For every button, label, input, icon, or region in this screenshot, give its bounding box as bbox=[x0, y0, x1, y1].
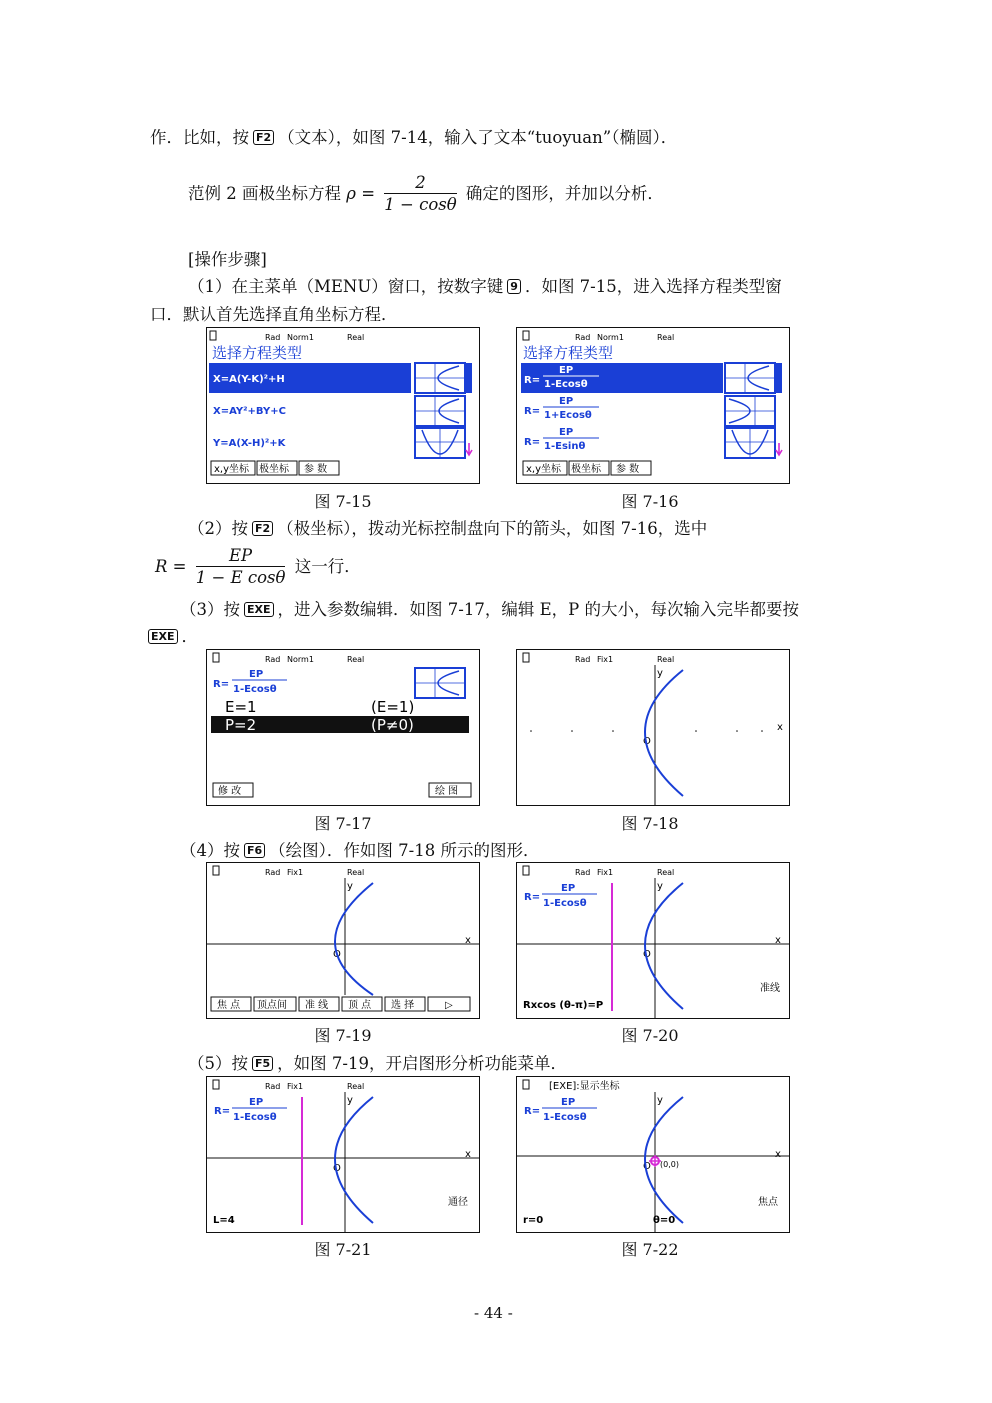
parabola-curve bbox=[335, 1097, 373, 1223]
status-mode: Real bbox=[347, 333, 365, 342]
battery-icon bbox=[523, 653, 529, 662]
directrix-equation: Rxcos (θ-π)=P bbox=[523, 1000, 604, 1011]
status-display: Fix1 bbox=[597, 868, 614, 877]
caption-7-18: 图 7-18 bbox=[621, 814, 679, 833]
battery-icon bbox=[213, 653, 219, 662]
example-2 bbox=[188, 170, 664, 218]
origin-label: O bbox=[643, 949, 651, 960]
y-axis-label: y bbox=[347, 881, 353, 892]
battery-icon bbox=[523, 866, 529, 875]
eq-lhs: R= bbox=[524, 1106, 541, 1117]
eq-den: 1-Ecosθ bbox=[233, 1112, 277, 1123]
r-symbol: R = bbox=[155, 557, 187, 576]
step1-text-2: ．如图 7-15，进入选择方程类型窗 bbox=[524, 277, 782, 296]
step3-period: ． bbox=[181, 627, 199, 646]
scroll-down-arrow-icon bbox=[466, 443, 472, 455]
screen-7-16 bbox=[516, 327, 790, 484]
y-axis-label: y bbox=[657, 881, 663, 892]
eq-lhs: R= bbox=[524, 892, 541, 903]
menu-focus-label: 焦 点 bbox=[217, 1000, 241, 1011]
theta-value: θ=0 bbox=[653, 1215, 676, 1226]
status-display: Norm1 bbox=[287, 655, 314, 664]
r-value: r=0 bbox=[523, 1215, 544, 1226]
menu-latus-label: 顶点间 bbox=[257, 1000, 287, 1011]
f5-key-icon: F5 bbox=[252, 1056, 273, 1071]
origin-label: O bbox=[333, 1163, 341, 1174]
caption-7-19: 图 7-19 bbox=[314, 1026, 372, 1045]
step-5 bbox=[188, 1053, 567, 1075]
eq-lhs: R= bbox=[213, 679, 230, 690]
step2-text: （2）按 bbox=[188, 519, 248, 538]
step-1 bbox=[188, 276, 782, 298]
status-mode: Real bbox=[347, 655, 365, 664]
step3-text: （3）按 bbox=[180, 600, 240, 619]
screen-7-17 bbox=[206, 649, 480, 806]
fraction-numerator: 2 bbox=[384, 173, 456, 194]
exe-show-coords-hint: [EXE]:显示坐标 bbox=[549, 1081, 620, 1092]
next-arrow-icon: ▷ bbox=[445, 1000, 453, 1011]
row-1-label: X=A(Y-K)²+H bbox=[213, 374, 285, 385]
exe-key-icon: EXE bbox=[244, 602, 274, 617]
menu-select-label: 选 择 bbox=[391, 1000, 415, 1011]
intro-text: 作．比如，按 bbox=[150, 128, 249, 147]
row-1-num: EP bbox=[559, 365, 574, 376]
origin-label: O bbox=[643, 1161, 651, 1172]
y-axis-label: y bbox=[657, 1095, 663, 1106]
eq-den: 1-Ecosθ bbox=[233, 684, 277, 695]
line-intro bbox=[150, 127, 677, 149]
parabola-curve bbox=[335, 883, 373, 995]
screen-7-22 bbox=[516, 1076, 790, 1233]
status-angle: Rad bbox=[575, 333, 591, 342]
row-1-lhs: R= bbox=[524, 375, 541, 386]
f6-key-icon: F6 bbox=[244, 843, 265, 858]
battery-icon bbox=[213, 1080, 219, 1089]
example-fraction bbox=[384, 173, 456, 216]
eq-num: EP bbox=[561, 883, 576, 894]
thumb-vertical-parabola-icon bbox=[415, 428, 465, 458]
x-axis-label: x bbox=[465, 1149, 471, 1160]
screen-title: 选择方程类型 bbox=[523, 344, 614, 362]
status-angle: Rad bbox=[265, 1082, 281, 1091]
status-angle: Rad bbox=[265, 655, 281, 664]
function-menu bbox=[523, 461, 651, 475]
param-e-field[interactable]: E=1 bbox=[225, 698, 257, 716]
page-number: - 44 - bbox=[474, 1304, 513, 1322]
status-mode: Real bbox=[347, 868, 365, 877]
caption-7-17: 图 7-17 bbox=[314, 814, 372, 833]
fraction-numerator: EP bbox=[196, 546, 286, 567]
analysis-label: 准线 bbox=[760, 983, 780, 994]
menu-xy-label: x,y坐标 bbox=[526, 464, 562, 475]
step3-text-2: ，进入参数编辑．如图 7-17，编辑 E，P 的大小，每次输入完毕都要按 bbox=[277, 600, 799, 619]
parabola-curve bbox=[645, 670, 683, 796]
x-axis-label: x bbox=[465, 935, 471, 946]
y-axis-label: y bbox=[657, 668, 663, 679]
param-p-hint: (P≠0) bbox=[371, 716, 414, 734]
scroll-down-arrow-icon bbox=[776, 443, 782, 455]
step4-text: （4）按 bbox=[180, 841, 240, 860]
parabola-curve bbox=[645, 883, 683, 1009]
caption-7-22: 图 7-22 bbox=[621, 1240, 679, 1259]
param-e-hint: (E=1) bbox=[371, 698, 415, 716]
eq-den: 1-Ecosθ bbox=[543, 1112, 587, 1123]
eq-num: EP bbox=[561, 1097, 576, 1108]
battery-icon bbox=[523, 1080, 529, 1089]
key-9-icon: 9 bbox=[507, 279, 521, 294]
step2-text-2: （极坐标），拨动光标控制盘向下的箭头，如图 7-16，选中 bbox=[277, 519, 708, 538]
screen-7-15 bbox=[206, 327, 480, 484]
step-4 bbox=[180, 840, 539, 862]
menu-param-label: 参 数 bbox=[616, 464, 640, 475]
screen-title: 选择方程类型 bbox=[212, 344, 303, 362]
step-2 bbox=[188, 518, 707, 540]
status-mode: Real bbox=[657, 868, 675, 877]
status-display: Norm1 bbox=[287, 333, 314, 342]
menu-polar-label: 极坐标 bbox=[259, 464, 289, 475]
thumb-polar-icon bbox=[415, 668, 465, 698]
row-2-num: EP bbox=[559, 396, 574, 407]
row-2-label[interactable]: X=AY²+BY+C bbox=[213, 406, 286, 417]
function-menu bbox=[211, 997, 470, 1011]
status-display: Fix1 bbox=[287, 1082, 304, 1091]
caption-7-15: 图 7-15 bbox=[314, 492, 372, 511]
step5-text-2: ，如图 7-19，开启图形分析功能菜单． bbox=[277, 1054, 567, 1073]
row-3-num: EP bbox=[559, 427, 574, 438]
x-axis-label: x bbox=[775, 935, 781, 946]
example-suffix: 确定的图形，并加以分析． bbox=[465, 184, 664, 203]
screen-7-19 bbox=[206, 862, 480, 1019]
screen-7-20 bbox=[516, 862, 790, 1019]
step2-suffix: 这一行． bbox=[294, 557, 361, 576]
step1-text: （1）在主菜单（MENU）窗口，按数字键 bbox=[188, 277, 504, 296]
battery-icon bbox=[210, 331, 216, 340]
menu-directrix-label: 准 线 bbox=[305, 1000, 329, 1011]
status-display: Fix1 bbox=[287, 868, 304, 877]
status-angle: Rad bbox=[265, 333, 281, 342]
status-mode: Real bbox=[347, 1082, 365, 1091]
step5-text: （5）按 bbox=[188, 1054, 248, 1073]
status-mode: Real bbox=[657, 333, 675, 342]
f2-key-icon: F2 bbox=[253, 130, 274, 145]
y-axis-label: y bbox=[347, 1095, 353, 1106]
row-1-den: 1-Ecosθ bbox=[544, 379, 588, 390]
screen-7-21 bbox=[206, 1076, 480, 1233]
row-2-den: 1+Ecosθ bbox=[544, 410, 592, 421]
row-3-label[interactable]: Y=A(X-H)²+K bbox=[213, 438, 286, 449]
exe-key-icon: EXE bbox=[148, 629, 178, 644]
eq-num: EP bbox=[249, 1097, 264, 1108]
step-2-formula bbox=[155, 544, 361, 590]
fraction-denominator: 1 − E cosθ bbox=[195, 568, 286, 587]
screen-7-18 bbox=[516, 649, 790, 806]
menu-edit-label: 修 改 bbox=[218, 786, 242, 797]
caption-7-21: 图 7-21 bbox=[314, 1240, 372, 1259]
step-3-cont bbox=[148, 626, 198, 648]
origin-label: O bbox=[333, 949, 341, 960]
x-axis-label: x bbox=[775, 1149, 781, 1160]
example-label: 范例 2 画极坐标方程 bbox=[188, 184, 341, 203]
step1-text-3: 口．默认首先选择直角坐标方程． bbox=[150, 305, 398, 324]
menu-polar-label: 极坐标 bbox=[571, 464, 601, 475]
row-3-den: 1-Esinθ bbox=[544, 441, 586, 452]
status-display: Norm1 bbox=[597, 333, 624, 342]
row-3-lhs: R= bbox=[524, 437, 541, 448]
status-display: Fix1 bbox=[597, 655, 614, 664]
status-angle: Rad bbox=[575, 868, 591, 877]
menu-xy-label: x,y坐标 bbox=[214, 464, 250, 475]
step4-text-2: （绘图）．作如图 7-18 所示的图形． bbox=[269, 841, 540, 860]
x-axis-dots bbox=[530, 730, 763, 732]
battery-icon bbox=[213, 866, 219, 875]
eq-den: 1-Ecosθ bbox=[543, 898, 587, 909]
step-3 bbox=[180, 599, 799, 621]
status-angle: Rad bbox=[265, 868, 281, 877]
menu-vertex-label: 顶 点 bbox=[348, 1000, 372, 1011]
thumb-horizontal-parabola-2-icon bbox=[415, 396, 465, 426]
status-angle: Rad bbox=[575, 655, 591, 664]
thumb-polar-2-icon bbox=[725, 396, 775, 426]
origin-label: O bbox=[643, 736, 651, 747]
menu-param-label: 参 数 bbox=[304, 464, 328, 475]
eq-lhs: R= bbox=[214, 1106, 231, 1117]
rho-symbol: ρ = bbox=[346, 184, 376, 203]
row-2-lhs: R= bbox=[524, 406, 541, 417]
f2-key-icon: F2 bbox=[252, 521, 273, 536]
thumb-polar-1-icon bbox=[725, 363, 782, 393]
battery-icon bbox=[523, 331, 529, 340]
function-menu bbox=[211, 461, 339, 475]
caption-7-16: 图 7-16 bbox=[621, 492, 679, 511]
focus-point-label: (0,0) bbox=[660, 1160, 679, 1169]
step2-fraction bbox=[196, 546, 286, 589]
fraction-denominator: 1 − cosθ bbox=[384, 195, 457, 214]
intro-text-2: （文本），如图 7-14，输入了文本“tuoyuan”（椭圆）． bbox=[278, 128, 678, 147]
analysis-label: 焦点 bbox=[758, 1197, 778, 1208]
latus-length: L=4 bbox=[213, 1215, 235, 1226]
x-axis-label: x bbox=[777, 722, 783, 733]
eq-num: EP bbox=[249, 669, 264, 680]
analysis-label: 通径 bbox=[448, 1197, 468, 1208]
steps-heading: [操作步骤] bbox=[188, 250, 267, 269]
thumb-horizontal-parabola-icon bbox=[415, 363, 472, 393]
thumb-polar-3-icon bbox=[725, 428, 775, 458]
param-p-field[interactable]: P=2 bbox=[225, 716, 257, 734]
caption-7-20: 图 7-20 bbox=[621, 1026, 679, 1045]
menu-draw-label: 绘 图 bbox=[435, 786, 459, 797]
status-mode: Real bbox=[657, 655, 675, 664]
